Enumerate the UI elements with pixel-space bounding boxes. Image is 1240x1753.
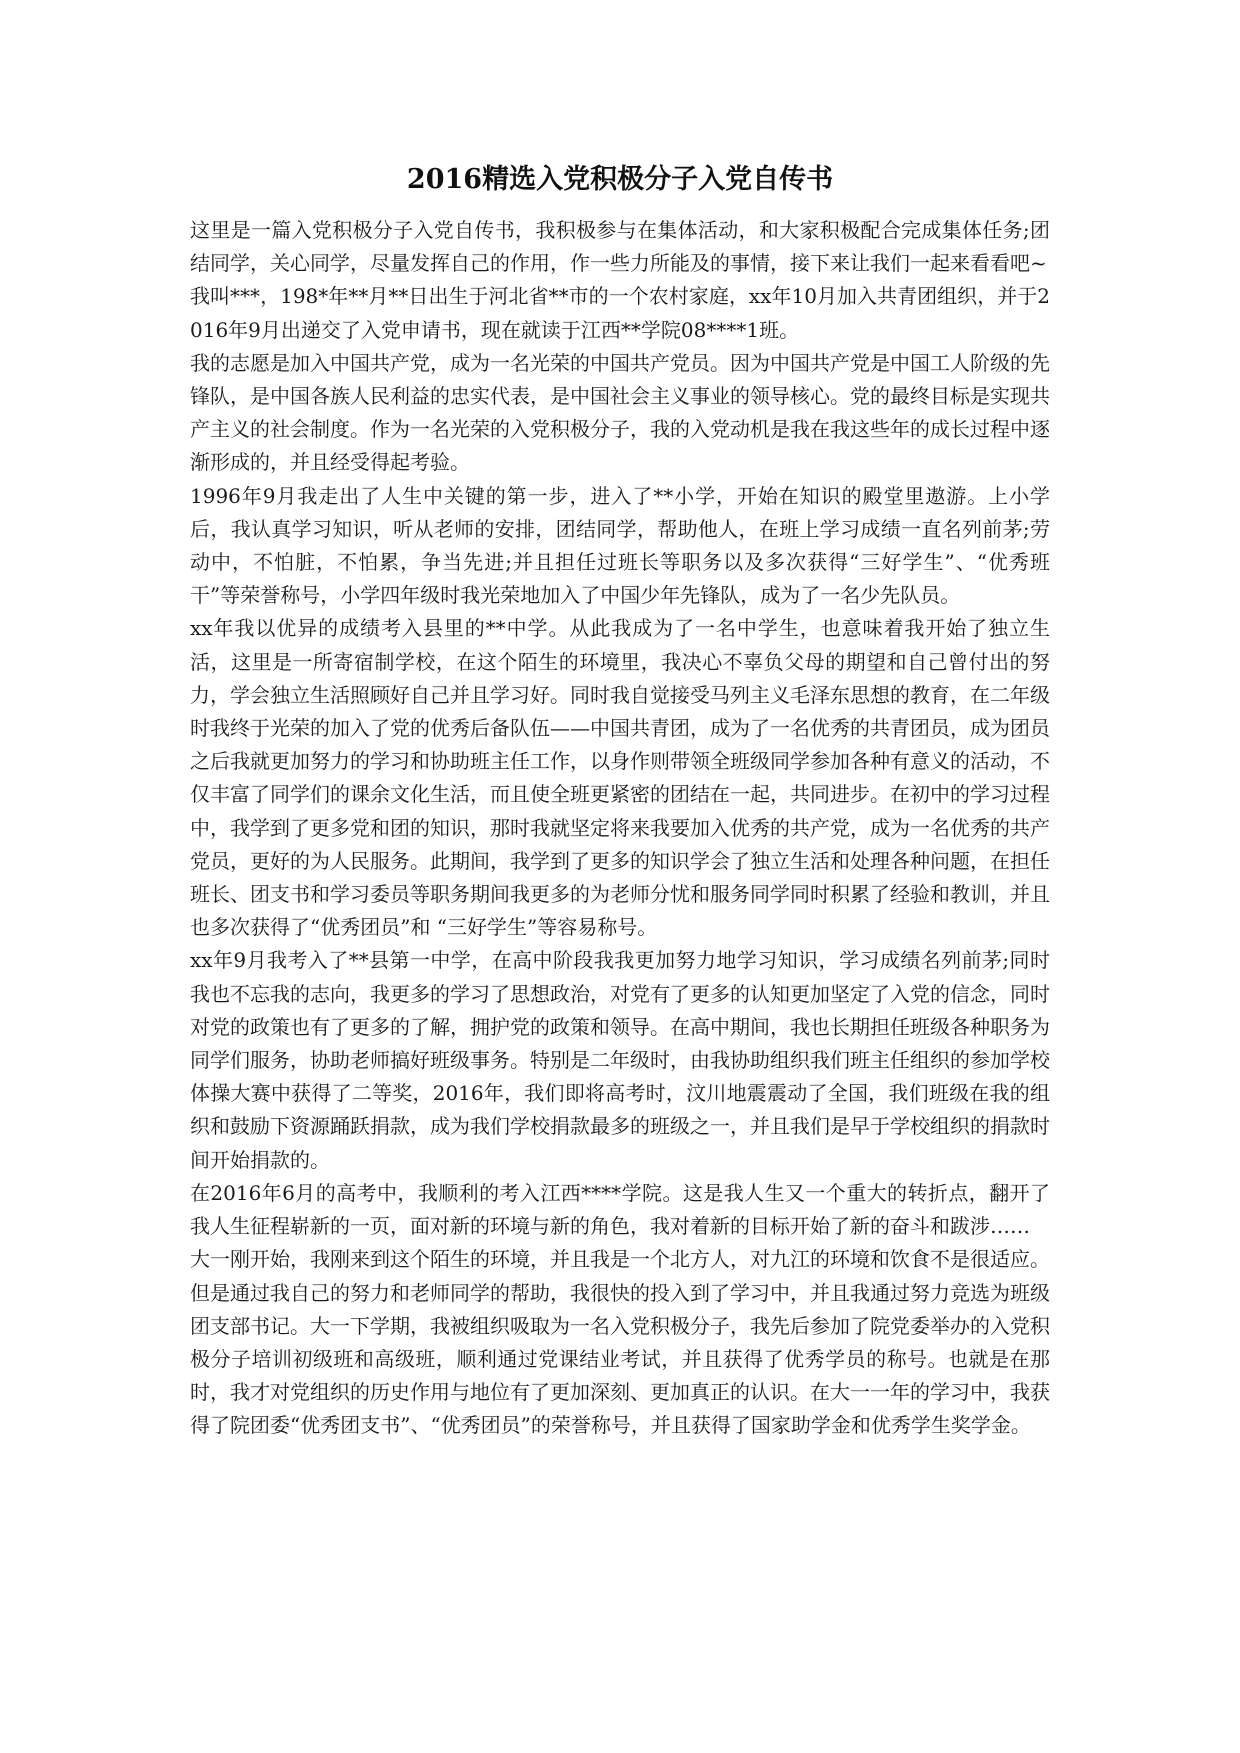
document-body — [190, 214, 1050, 1443]
paragraph-freshman-year: 大一刚开始，我刚来到这个陌生的环境，并且我是一个北方人，对九江的环境和饮食不是很适应。但是通过我自己的努力和老师同学的帮助，我很快的投入到了学习中，并且我通过努力竞选为班级团支部书记。大一下学期，我被组织吸取为一名入党积极分子，我先后参加了院党委举办的入党积极分子培训初级班和高级班，顺利通过党课结业考试，并且获得了优秀学员的称号。也就是在那时，我才对党组织的历史作用与地位有了更加深刻、更加真正的认识。在大一一年的学习中，我获得了院团委“优秀团支书”、“优秀团员”的荣誉称号，并且获得了国家助学金和优秀学生奖学金。 — [190, 1247, 1050, 1438]
paragraph-college-entrance: 在2016年6月的高考中，我顺利的考入江西****学院。这是我人生又一个重大的转折点，翻开了我人生征程崭新的一页，面对新的环境与新的角色，我对着新的目标开始了新的奋斗和跋涉…… — [190, 1180, 1050, 1239]
paragraph-middle-school: xx年我以优异的成绩考入县里的**中学。从此我成为了一名中学生，也意味着我开始了独立生活，这里是一所寄宿制学校，在这个陌生的环境里，我决心不辜负父母的期望和自己曾付出的努力，学会独立生活照顾好自己并且学习好。同时我自觉接受马列主义毛泽东思想的教育，在二年级时我终于光荣的加入了党的优秀后备队伍——中国共青团，成为了一名优秀的共青团员，成为团员之后我就更加努力的学习和协助班主任工作，以身作则带领全班级同学参加各种有意义的活动，不仅丰富了同学们的课余文化生活，而且使全班更紧密的团结在一起，共同进步。在初中的学习过程中，我学到了更多党和团的知识，那时我就坚定将来我要加入优秀的共产党，成为一名优秀的共产党员，更好的为人民服务。此期间，我学到了更多的知识学会了独立生活和处理各种问题，在担任班长、团支书和学习委员等职务期间我更多的为老师分忧和服务同学同时积累了经验和教训，并且也多次获得了“优秀团员”和 “三好学生”等容易称号。 — [190, 616, 1050, 940]
paragraph-intro: 这里是一篇入党积极分子入党自传书，我积极参与在集体活动，和大家积极配合完成集体任务;团结同学，关心同学，尽量发挥自己的作用，作一些力所能及的事情，接下来让我们一起来看看吧~ — [190, 218, 1050, 276]
document-title: 2016精选入党积极分子入党自传书 — [406, 164, 834, 195]
paragraph-primary-school: 1996年9月我走出了人生中关键的第一步，进入了**小学，开始在知识的殿堂里遨游。上小学后，我认真学习知识，听从老师的安排，团结同学，帮助他人，在班上学习成绩一直名列前茅;劳动中，不怕脏，不怕累，争当先进;并且担任过班长等职务以及多次获得“三好学生”、“优秀班干”等荣誉称号，小学四年级时我光荣地加入了中国少年先锋队，成为了一名少先队员。 — [190, 483, 1050, 608]
paragraph-high-school: xx年9月我考入了**县第一中学，在高中阶段我我更加努力地学习知识，学习成绩名列前茅;同时我也不忘我的志向，我更多的学习了思想政治，对党有了更多的认知更加坚定了入党的信念，同时对党的政策也有了更多的了解，拥护党的政策和领导。在高中期间，我也长期担任班级各种职务为同学们服务，协助老师搞好班级事务。特别是二年级时，由我协助组织我们班主任组织的参加学校体操大赛中获得了二等奖，2016年，我们即将高考时，汶川地震震动了全国，我们班级在我的组织和鼓励下资源踊跃捐款，成为我们学校捐款最多的班级之一，并且我们是早于学校组织的捐款时间开始捐款的。 — [190, 948, 1050, 1172]
paragraph-personal-info: 我叫***，198*年**月**日出生于河北省**市的一个农村家庭，xx年10月加入共青团组织，并于2016年9月出递交了入党申请书，现在就读于江西**学院08****1班。 — [190, 284, 1050, 342]
paragraph-aspiration: 我的志愿是加入中国共产党，成为一名光荣的中国共产党员。因为中国共产党是中国工人阶级的先锋队，是中国各族人民利益的忠实代表，是中国社会主义事业的领导核心。党的最终目标是实现共产主义的社会制度。作为一名光荣的入党积极分子，我的入党动机是我在我这些年的成长过程中逐渐形成的，并且经受得起考验。 — [190, 350, 1050, 475]
